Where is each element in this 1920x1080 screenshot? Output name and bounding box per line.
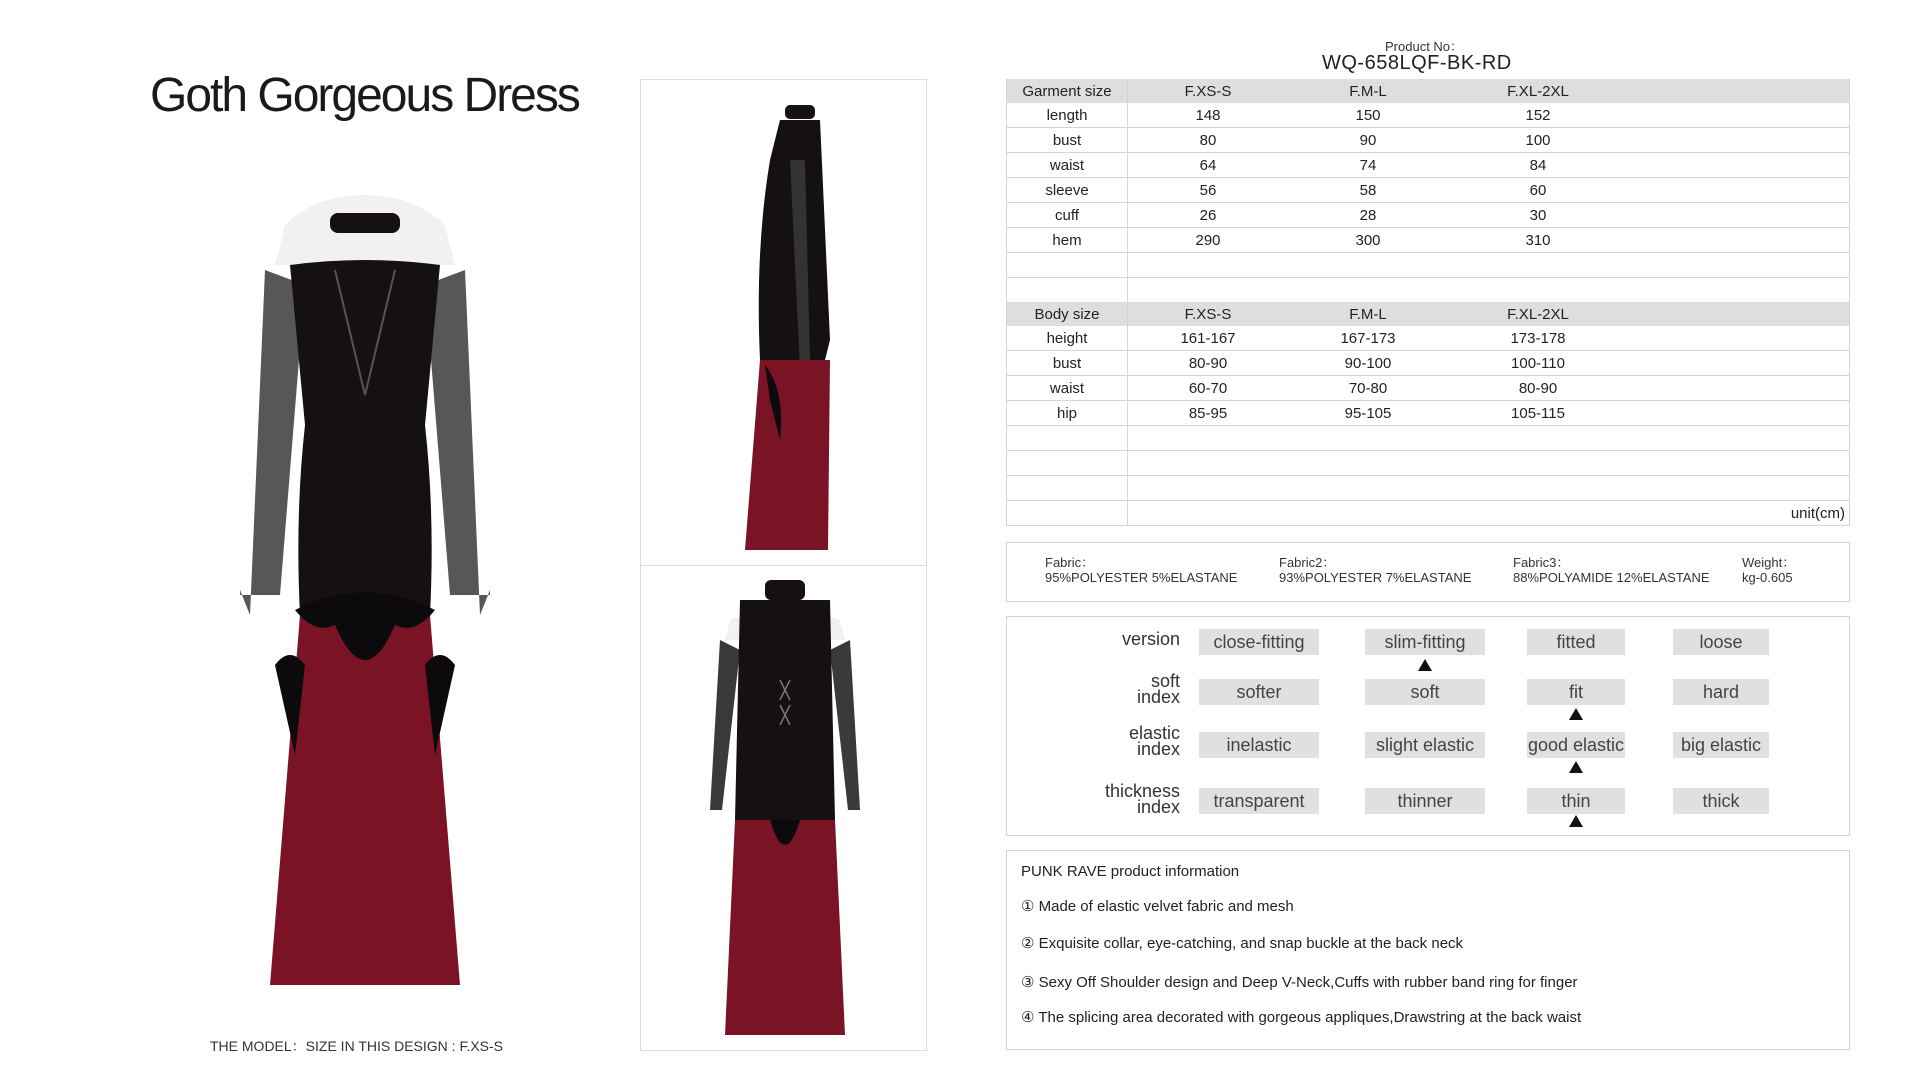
attr-label-version: version [1121, 629, 1180, 649]
fabric-label: Fabric： [1045, 555, 1095, 570]
cell: 90-100 [1288, 351, 1448, 376]
table-header [1007, 302, 1850, 326]
side-skirt [745, 360, 830, 550]
cell: 60 [1448, 178, 1628, 203]
fabric-2 [1279, 555, 1471, 585]
back-right-sleeve [830, 640, 860, 810]
unit-row [1007, 501, 1850, 526]
table-row [1007, 351, 1850, 376]
cell [1628, 228, 1850, 253]
table-row-empty [1007, 426, 1850, 451]
attr-chip: good elastic [1527, 732, 1625, 758]
photo-divider [640, 565, 926, 566]
info-item: ② Exquisite collar, eye-catching, and snap buckle at the back neck [1021, 935, 1464, 952]
table-row [1007, 401, 1850, 426]
attr-chip: thick [1673, 788, 1769, 814]
attr-label-thickness: thickness index [1104, 781, 1180, 817]
attr-chip: close-fitting [1199, 629, 1319, 655]
cell [1628, 401, 1850, 426]
unit-label: unit(cm) [1128, 501, 1850, 526]
attr-chip: softer [1199, 679, 1319, 705]
table-row-empty [1007, 253, 1850, 278]
cell [1628, 178, 1850, 203]
side-collar [785, 105, 815, 119]
model-size-note: THE MODEL：SIZE IN THIS DESIGN : F.XS-S [210, 1038, 504, 1054]
product-info-panel [1006, 850, 1850, 1050]
cell: 30 [1448, 203, 1628, 228]
table-header [1007, 79, 1850, 103]
cell: 80 [1128, 128, 1289, 153]
table-row [1007, 153, 1850, 178]
table-row [1007, 128, 1850, 153]
attr-chip: fit [1527, 679, 1625, 705]
attr-label-elastic: elastic index [1128, 723, 1180, 759]
weight-label: Weight： [1742, 555, 1796, 570]
weight-value: kg-0.605 [1742, 570, 1793, 585]
row-label: length [1007, 103, 1128, 128]
table-row-empty [1007, 278, 1850, 303]
attr-chip: thin [1527, 788, 1625, 814]
row-label: waist [1007, 376, 1128, 401]
info-item: ④ The splicing area decorated with gorgeous appliques,Drawstring at the back waist [1021, 1009, 1582, 1026]
cell: 90 [1288, 128, 1448, 153]
table-row [1007, 178, 1850, 203]
selected-marker [1569, 815, 1583, 827]
row-label: cuff [1007, 203, 1128, 228]
cell [1628, 153, 1850, 178]
table-row [1007, 228, 1850, 253]
back-bodice [735, 600, 835, 820]
cell: 152 [1448, 103, 1628, 128]
header-cell: Garment size [1007, 79, 1128, 103]
attr-chip: inelastic [1199, 732, 1319, 758]
header-cell: F.M-L [1288, 302, 1448, 326]
cell: 173-178 [1448, 326, 1628, 351]
attr-chip: hard [1673, 679, 1769, 705]
fabric-label: Fabric2： [1279, 555, 1336, 570]
header-cell: F.XS-S [1128, 302, 1289, 326]
product-no: WQ-658LQF-BK-RD [1322, 52, 1512, 74]
fabric-value: 93%POLYESTER 7%ELASTANE [1279, 570, 1472, 585]
table-row [1007, 326, 1850, 351]
back-left-sleeve [710, 640, 740, 810]
header-cell: F.XL-2XL [1448, 302, 1628, 326]
cell: 85-95 [1128, 401, 1289, 426]
table-row-empty [1007, 476, 1850, 501]
collar [330, 213, 400, 233]
product-title: Goth Gorgeous Dress [150, 69, 579, 122]
attr-chip: fitted [1527, 629, 1625, 655]
dress-front-image [235, 195, 495, 995]
attr-chip: loose [1673, 629, 1769, 655]
table-row [1007, 103, 1850, 128]
garment-size-table [1006, 79, 1850, 303]
header-cell: Body size [1007, 302, 1128, 326]
cell: 56 [1128, 178, 1289, 203]
cell: 74 [1288, 153, 1448, 178]
cell: 80-90 [1128, 351, 1289, 376]
cell: 105-115 [1448, 401, 1628, 426]
attribute-panel [1006, 616, 1850, 836]
left-sleeve [240, 270, 305, 615]
cell [1628, 203, 1850, 228]
fabric-label: Fabric3： [1513, 555, 1570, 570]
attr-chip: slim-fitting [1365, 629, 1485, 655]
cell: 95-105 [1288, 401, 1448, 426]
header-cell: F.XL-2XL [1448, 79, 1628, 103]
selected-marker [1569, 761, 1583, 773]
bodice [290, 260, 440, 615]
row-label: waist [1007, 153, 1128, 178]
header-cell [1628, 302, 1850, 326]
row-label: bust [1007, 351, 1128, 376]
info-item: ③ Sexy Off Shoulder design and Deep V-Neck,Cuffs with rubber band ring for finger [1021, 974, 1578, 991]
cell [1628, 128, 1850, 153]
cell: 290 [1128, 228, 1289, 253]
cell: 28 [1288, 203, 1448, 228]
dress-back-image [710, 580, 860, 1040]
cell: 100 [1448, 128, 1628, 153]
fabric-1 [1045, 555, 1237, 585]
back-collar [765, 580, 805, 600]
cell: 150 [1288, 103, 1448, 128]
row-label: height [1007, 326, 1128, 351]
row-label: hip [1007, 401, 1128, 426]
product-no-label: Product No： [1385, 39, 1464, 54]
cell: 167-173 [1288, 326, 1448, 351]
cell: 310 [1448, 228, 1628, 253]
attr-chip: slight elastic [1365, 732, 1485, 758]
attr-label-soft: soft index [1136, 671, 1180, 707]
header-cell: F.XS-S [1128, 79, 1289, 103]
dress-side-image [740, 100, 840, 560]
fabric-value: 95%POLYESTER 5%ELASTANE [1045, 570, 1238, 585]
cell [1628, 326, 1850, 351]
attr-chip: thinner [1365, 788, 1485, 814]
cell: 58 [1288, 178, 1448, 203]
body-size-table [1006, 302, 1850, 526]
cell: 26 [1128, 203, 1289, 228]
info-item: ① Made of elastic velvet fabric and mesh [1021, 898, 1294, 915]
cell: 161-167 [1128, 326, 1289, 351]
cell [1628, 103, 1850, 128]
fabric-panel [1006, 542, 1850, 602]
header-cell: F.M-L [1288, 79, 1448, 103]
row-label: sleeve [1007, 178, 1128, 203]
cell [1628, 351, 1850, 376]
cell: 84 [1448, 153, 1628, 178]
row-label: bust [1007, 128, 1128, 153]
attr-chip: big elastic [1673, 732, 1769, 758]
right-sleeve [425, 270, 490, 615]
table-row-empty [1007, 451, 1850, 476]
attr-chip: soft [1365, 679, 1485, 705]
cell: 64 [1128, 153, 1289, 178]
back-skirt [725, 820, 845, 1035]
cell: 148 [1128, 103, 1289, 128]
cell [1628, 376, 1850, 401]
cell: 70-80 [1288, 376, 1448, 401]
table-row [1007, 376, 1850, 401]
selected-marker [1418, 659, 1432, 671]
row-label: hem [1007, 228, 1128, 253]
fabric-value: 88%POLYAMIDE 12%ELASTANE [1513, 570, 1710, 585]
attr-chip: transparent [1199, 788, 1319, 814]
cell: 80-90 [1448, 376, 1628, 401]
fabric-3 [1513, 555, 1710, 585]
table-row [1007, 203, 1850, 228]
weight [1742, 555, 1795, 585]
cell: 60-70 [1128, 376, 1289, 401]
cell: 100-110 [1448, 351, 1628, 376]
selected-marker [1569, 708, 1583, 720]
cell: 300 [1288, 228, 1448, 253]
info-heading: PUNK RAVE product information [1021, 863, 1240, 880]
header-cell [1628, 79, 1850, 103]
